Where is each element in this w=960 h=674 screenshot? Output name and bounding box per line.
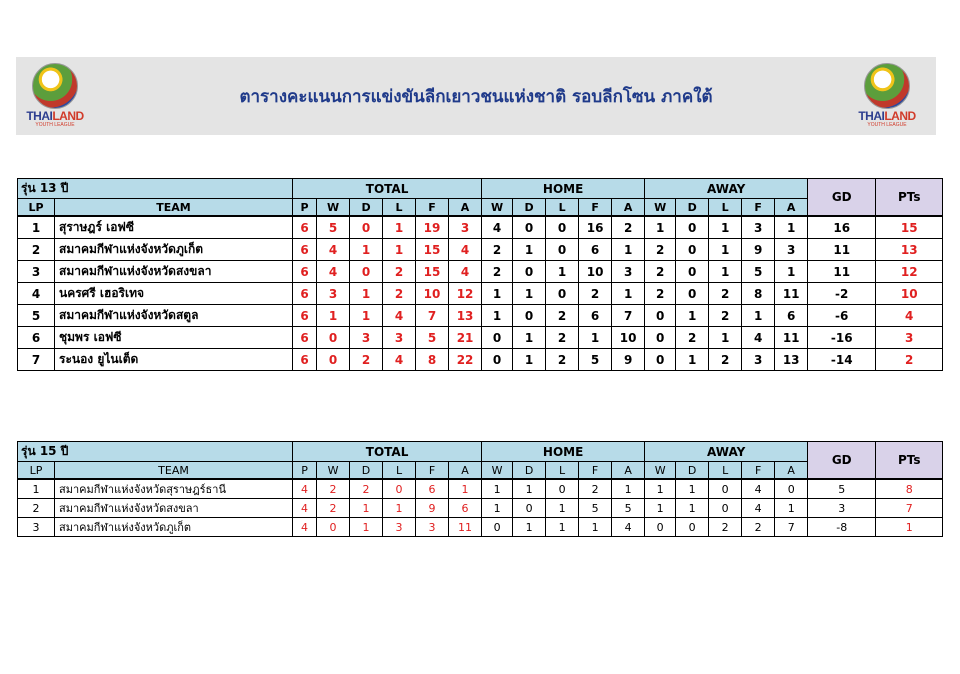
- total-stat-cell: 0: [317, 518, 350, 537]
- away-stat-cell: 8: [742, 283, 775, 305]
- total-stat-cell: 6: [293, 216, 317, 239]
- away-stat-cell: 2: [645, 239, 676, 261]
- away-stat-cell: 1: [676, 305, 709, 327]
- lp-column-header: LP: [18, 199, 55, 217]
- total-stat-cell: 1: [350, 499, 383, 518]
- home-column-header: A: [612, 199, 645, 217]
- home-stat-cell: 0: [482, 518, 513, 537]
- home-stat-cell: 1: [546, 499, 579, 518]
- home-stat-cell: 0: [513, 216, 546, 239]
- away-stat-cell: 11: [775, 283, 808, 305]
- total-column-header: D: [350, 462, 383, 480]
- total-stat-cell: 6: [293, 283, 317, 305]
- away-column-header: F: [742, 462, 775, 480]
- home-stat-cell: 0: [513, 499, 546, 518]
- home-column-header: W: [482, 462, 513, 480]
- away-stat-cell: 1: [775, 261, 808, 283]
- team-column-header: TEAM: [55, 462, 293, 480]
- table-row: [18, 518, 943, 537]
- home-stat-cell: 2: [579, 283, 612, 305]
- rank-cell: 5: [18, 305, 55, 327]
- home-stat-cell: 1: [513, 327, 546, 349]
- away-stat-cell: 2: [676, 327, 709, 349]
- total-stat-cell: 1: [317, 305, 350, 327]
- total-stat-cell: 0: [383, 479, 416, 499]
- away-stat-cell: 0: [676, 261, 709, 283]
- total-stat-cell: 5: [416, 327, 449, 349]
- total-column-header: F: [416, 462, 449, 480]
- total-stat-cell: 6: [293, 305, 317, 327]
- table-row: [18, 261, 943, 283]
- total-stat-cell: 4: [449, 261, 482, 283]
- total-stat-cell: 6: [293, 327, 317, 349]
- home-stat-cell: 0: [546, 216, 579, 239]
- total-column-header: P: [293, 462, 317, 480]
- home-stat-cell: 0: [513, 261, 546, 283]
- total-stat-cell: 2: [383, 261, 416, 283]
- home-stat-cell: 1: [482, 499, 513, 518]
- rank-cell: 2: [18, 499, 55, 518]
- home-stat-cell: 2: [612, 216, 645, 239]
- away-stat-cell: 1: [775, 216, 808, 239]
- home-stat-cell: 4: [482, 216, 513, 239]
- total-stat-cell: 6: [449, 499, 482, 518]
- home-stat-cell: 1: [612, 283, 645, 305]
- points-cell: 3: [876, 327, 943, 349]
- away-stat-cell: 0: [709, 479, 742, 499]
- category-label: รุ่น 15 ปี: [18, 442, 293, 462]
- away-stat-cell: 0: [645, 327, 676, 349]
- away-stat-cell: 11: [775, 327, 808, 349]
- standings-table-u13: [17, 178, 943, 371]
- header-band: [16, 57, 936, 135]
- home-stat-cell: 1: [579, 518, 612, 537]
- home-stat-cell: 16: [579, 216, 612, 239]
- team-name-cell: สุราษฎร์ เอฟซี: [55, 216, 293, 239]
- total-stat-cell: 6: [293, 349, 317, 371]
- away-stat-cell: 2: [709, 283, 742, 305]
- home-column-header: A: [612, 462, 645, 480]
- total-stat-cell: 8: [416, 349, 449, 371]
- home-stat-cell: 1: [513, 349, 546, 371]
- away-stat-cell: 0: [676, 216, 709, 239]
- total-stat-cell: 15: [416, 261, 449, 283]
- team-name-cell: ระนอง ยูไนเต็ด: [55, 349, 293, 371]
- total-stat-cell: 1: [383, 216, 416, 239]
- home-group-header: HOME: [482, 179, 645, 199]
- away-stat-cell: 1: [709, 261, 742, 283]
- away-column-header: A: [775, 199, 808, 217]
- goal-difference-cell: -14: [808, 349, 876, 371]
- home-stat-cell: 10: [579, 261, 612, 283]
- total-stat-cell: 19: [416, 216, 449, 239]
- home-stat-cell: 5: [612, 499, 645, 518]
- away-stat-cell: 0: [676, 518, 709, 537]
- total-stat-cell: 4: [383, 305, 416, 327]
- rank-cell: 4: [18, 283, 55, 305]
- home-stat-cell: 1: [513, 479, 546, 499]
- home-group-header: HOME: [482, 442, 645, 462]
- total-stat-cell: 10: [416, 283, 449, 305]
- rank-cell: 1: [18, 216, 55, 239]
- home-stat-cell: 2: [482, 239, 513, 261]
- total-stat-cell: 4: [317, 239, 350, 261]
- gd-header: GD: [808, 179, 876, 217]
- total-stat-cell: 1: [449, 479, 482, 499]
- total-stat-cell: 1: [350, 305, 383, 327]
- points-cell: 7: [876, 499, 943, 518]
- team-name-cell: สมาคมกีฬาแห่งจังหวัดภูเก็ต: [55, 239, 293, 261]
- home-column-header: L: [546, 462, 579, 480]
- total-stat-cell: 1: [383, 499, 416, 518]
- category-label: รุ่น 13 ปี: [18, 179, 293, 199]
- home-stat-cell: 0: [546, 239, 579, 261]
- goal-difference-cell: -6: [808, 305, 876, 327]
- total-stat-cell: 3: [416, 518, 449, 537]
- team-name-cell: สมาคมกีฬาแห่งจังหวัดสงขลา: [55, 261, 293, 283]
- away-stat-cell: 9: [742, 239, 775, 261]
- lp-column-header: LP: [18, 462, 55, 480]
- home-stat-cell: 1: [546, 261, 579, 283]
- total-column-header: W: [317, 462, 350, 480]
- total-stat-cell: 4: [317, 261, 350, 283]
- total-stat-cell: 0: [350, 216, 383, 239]
- away-stat-cell: 0: [645, 518, 676, 537]
- away-stat-cell: 1: [645, 499, 676, 518]
- table-row: [18, 305, 943, 327]
- home-stat-cell: 0: [482, 327, 513, 349]
- away-stat-cell: 1: [676, 499, 709, 518]
- total-stat-cell: 11: [449, 518, 482, 537]
- away-stat-cell: 6: [775, 305, 808, 327]
- total-stat-cell: 2: [350, 479, 383, 499]
- home-stat-cell: 0: [513, 305, 546, 327]
- table-row: [18, 283, 943, 305]
- points-cell: 4: [876, 305, 943, 327]
- away-stat-cell: 2: [742, 518, 775, 537]
- total-stat-cell: 1: [350, 239, 383, 261]
- home-stat-cell: 1: [546, 518, 579, 537]
- table-row: [18, 349, 943, 371]
- team-name-cell: ชุมพร เอฟซี: [55, 327, 293, 349]
- points-cell: 10: [876, 283, 943, 305]
- total-stat-cell: 21: [449, 327, 482, 349]
- total-stat-cell: 4: [293, 479, 317, 499]
- total-stat-cell: 4: [293, 499, 317, 518]
- logo-subtitle: YOUTH LEAGUE: [35, 122, 75, 128]
- points-cell: 8: [876, 479, 943, 499]
- rank-cell: 7: [18, 349, 55, 371]
- goal-difference-cell: -8: [808, 518, 876, 537]
- total-stat-cell: 3: [317, 283, 350, 305]
- total-stat-cell: 15: [416, 239, 449, 261]
- points-cell: 1: [876, 518, 943, 537]
- total-stat-cell: 1: [350, 283, 383, 305]
- away-stat-cell: 5: [742, 261, 775, 283]
- away-stat-cell: 0: [676, 239, 709, 261]
- away-stat-cell: 0: [709, 499, 742, 518]
- home-stat-cell: 2: [546, 305, 579, 327]
- goal-difference-cell: 11: [808, 239, 876, 261]
- home-stat-cell: 7: [612, 305, 645, 327]
- goal-difference-cell: 3: [808, 499, 876, 518]
- points-cell: 13: [876, 239, 943, 261]
- away-stat-cell: 4: [742, 499, 775, 518]
- points-cell: 15: [876, 216, 943, 239]
- home-stat-cell: 6: [579, 239, 612, 261]
- away-column-header: A: [775, 462, 808, 480]
- logo-brand: THAILAND: [26, 109, 84, 123]
- goal-difference-cell: 16: [808, 216, 876, 239]
- football-logo-icon: [32, 63, 78, 109]
- thailand-youth-league-logo-right: [852, 61, 922, 131]
- total-stat-cell: 0: [317, 349, 350, 371]
- away-stat-cell: 2: [645, 261, 676, 283]
- table-row: [18, 327, 943, 349]
- column-header-row: [18, 199, 943, 217]
- away-stat-cell: 1: [775, 499, 808, 518]
- home-stat-cell: 1: [482, 479, 513, 499]
- table-row: [18, 216, 943, 239]
- away-stat-cell: 1: [645, 216, 676, 239]
- pts-header: PTs: [876, 442, 943, 480]
- total-stat-cell: 2: [317, 499, 350, 518]
- home-stat-cell: 0: [482, 349, 513, 371]
- away-stat-cell: 0: [676, 283, 709, 305]
- away-stat-cell: 0: [775, 479, 808, 499]
- total-column-header: L: [383, 462, 416, 480]
- away-column-header: D: [676, 462, 709, 480]
- away-stat-cell: 1: [676, 349, 709, 371]
- total-stat-cell: 3: [383, 327, 416, 349]
- table-row: [18, 499, 943, 518]
- total-stat-cell: 2: [383, 283, 416, 305]
- rank-cell: 3: [18, 518, 55, 537]
- total-stat-cell: 2: [317, 479, 350, 499]
- total-stat-cell: 13: [449, 305, 482, 327]
- total-stat-cell: 6: [293, 239, 317, 261]
- away-stat-cell: 3: [742, 216, 775, 239]
- home-stat-cell: 2: [546, 349, 579, 371]
- total-stat-cell: 2: [350, 349, 383, 371]
- total-column-header: A: [449, 199, 482, 217]
- home-stat-cell: 2: [579, 479, 612, 499]
- total-column-header: F: [416, 199, 449, 217]
- total-stat-cell: 4: [449, 239, 482, 261]
- away-column-header: L: [709, 199, 742, 217]
- team-column-header: TEAM: [55, 199, 293, 217]
- away-stat-cell: 13: [775, 349, 808, 371]
- logo-brand: THAILAND: [858, 109, 916, 123]
- home-column-header: D: [513, 199, 546, 217]
- total-column-header: P: [293, 199, 317, 217]
- away-column-header: F: [742, 199, 775, 217]
- thailand-youth-league-logo-left: [20, 61, 90, 131]
- home-stat-cell: 2: [482, 261, 513, 283]
- total-stat-cell: 0: [350, 261, 383, 283]
- home-column-header: F: [579, 462, 612, 480]
- total-stat-cell: 5: [317, 216, 350, 239]
- away-stat-cell: 2: [709, 518, 742, 537]
- total-column-header: W: [317, 199, 350, 217]
- away-stat-cell: 1: [676, 479, 709, 499]
- team-name-cell: สมาคมกีฬาแห่งจังหวัดสตูล: [55, 305, 293, 327]
- total-stat-cell: 4: [383, 349, 416, 371]
- group-header-row: [18, 442, 943, 462]
- away-stat-cell: 4: [742, 479, 775, 499]
- home-column-header: L: [546, 199, 579, 217]
- home-column-header: W: [482, 199, 513, 217]
- away-stat-cell: 7: [775, 518, 808, 537]
- away-stat-cell: 1: [709, 216, 742, 239]
- total-stat-cell: 3: [383, 518, 416, 537]
- home-stat-cell: 6: [579, 305, 612, 327]
- goal-difference-cell: 5: [808, 479, 876, 499]
- team-name-cell: สมาคมกีฬาแห่งจังหวัดภูเก็ต: [55, 518, 293, 537]
- home-stat-cell: 2: [546, 327, 579, 349]
- home-stat-cell: 1: [612, 479, 645, 499]
- total-column-header: A: [449, 462, 482, 480]
- home-stat-cell: 1: [513, 239, 546, 261]
- home-stat-cell: 5: [579, 349, 612, 371]
- logo-subtitle: YOUTH LEAGUE: [867, 122, 907, 128]
- total-stat-cell: 3: [350, 327, 383, 349]
- total-stat-cell: 6: [293, 261, 317, 283]
- rank-cell: 6: [18, 327, 55, 349]
- page-title: ตารางคะแนนการแข่งขันลีกเยาวชนแห่งชาติ รอบลีกโซน ภาคใต้: [239, 87, 713, 107]
- home-stat-cell: 4: [612, 518, 645, 537]
- home-stat-cell: 9: [612, 349, 645, 371]
- home-stat-cell: 10: [612, 327, 645, 349]
- team-name-cell: สมาคมกีฬาแห่งจังหวัดสุราษฎร์ธานี: [55, 479, 293, 499]
- total-stat-cell: 1: [350, 518, 383, 537]
- total-stat-cell: 4: [293, 518, 317, 537]
- total-stat-cell: 6: [416, 479, 449, 499]
- away-stat-cell: 1: [709, 327, 742, 349]
- home-stat-cell: 0: [546, 479, 579, 499]
- home-stat-cell: 3: [612, 261, 645, 283]
- group-header-row: [18, 179, 943, 199]
- home-column-header: F: [579, 199, 612, 217]
- rank-cell: 2: [18, 239, 55, 261]
- away-stat-cell: 4: [742, 327, 775, 349]
- total-stat-cell: 1: [383, 239, 416, 261]
- total-column-header: D: [350, 199, 383, 217]
- football-logo-icon: [864, 63, 910, 109]
- total-stat-cell: 0: [317, 327, 350, 349]
- away-stat-cell: 2: [709, 305, 742, 327]
- away-stat-cell: 0: [645, 349, 676, 371]
- away-stat-cell: 2: [709, 349, 742, 371]
- total-stat-cell: 22: [449, 349, 482, 371]
- home-stat-cell: 1: [513, 518, 546, 537]
- away-group-header: AWAY: [645, 179, 808, 199]
- total-column-header: L: [383, 199, 416, 217]
- home-stat-cell: 1: [612, 239, 645, 261]
- home-stat-cell: 1: [482, 305, 513, 327]
- home-stat-cell: 0: [546, 283, 579, 305]
- gd-header: GD: [808, 442, 876, 480]
- away-stat-cell: 0: [645, 305, 676, 327]
- away-column-header: W: [645, 199, 676, 217]
- table-row: [18, 239, 943, 261]
- points-cell: 12: [876, 261, 943, 283]
- total-group-header: TOTAL: [293, 442, 482, 462]
- away-column-header: D: [676, 199, 709, 217]
- home-column-header: D: [513, 462, 546, 480]
- away-column-header: L: [709, 462, 742, 480]
- away-group-header: AWAY: [645, 442, 808, 462]
- total-group-header: TOTAL: [293, 179, 482, 199]
- away-stat-cell: 1: [645, 479, 676, 499]
- away-stat-cell: 1: [742, 305, 775, 327]
- goal-difference-cell: -16: [808, 327, 876, 349]
- table-row: [18, 479, 943, 499]
- total-stat-cell: 3: [449, 216, 482, 239]
- total-stat-cell: 7: [416, 305, 449, 327]
- goal-difference-cell: -2: [808, 283, 876, 305]
- home-stat-cell: 1: [513, 283, 546, 305]
- away-stat-cell: 3: [742, 349, 775, 371]
- team-name-cell: นครศรี เฮอริเทจ: [55, 283, 293, 305]
- home-stat-cell: 1: [579, 327, 612, 349]
- total-stat-cell: 12: [449, 283, 482, 305]
- rank-cell: 1: [18, 479, 55, 499]
- away-stat-cell: 1: [709, 239, 742, 261]
- goal-difference-cell: 11: [808, 261, 876, 283]
- team-name-cell: สมาคมกีฬาแห่งจังหวัดสงขลา: [55, 499, 293, 518]
- total-stat-cell: 9: [416, 499, 449, 518]
- away-column-header: W: [645, 462, 676, 480]
- pts-header: PTs: [876, 179, 943, 217]
- home-stat-cell: 5: [579, 499, 612, 518]
- standings-table-u15: [17, 441, 943, 537]
- rank-cell: 3: [18, 261, 55, 283]
- away-stat-cell: 3: [775, 239, 808, 261]
- home-stat-cell: 1: [482, 283, 513, 305]
- away-stat-cell: 2: [645, 283, 676, 305]
- points-cell: 2: [876, 349, 943, 371]
- column-header-row: [18, 462, 943, 480]
